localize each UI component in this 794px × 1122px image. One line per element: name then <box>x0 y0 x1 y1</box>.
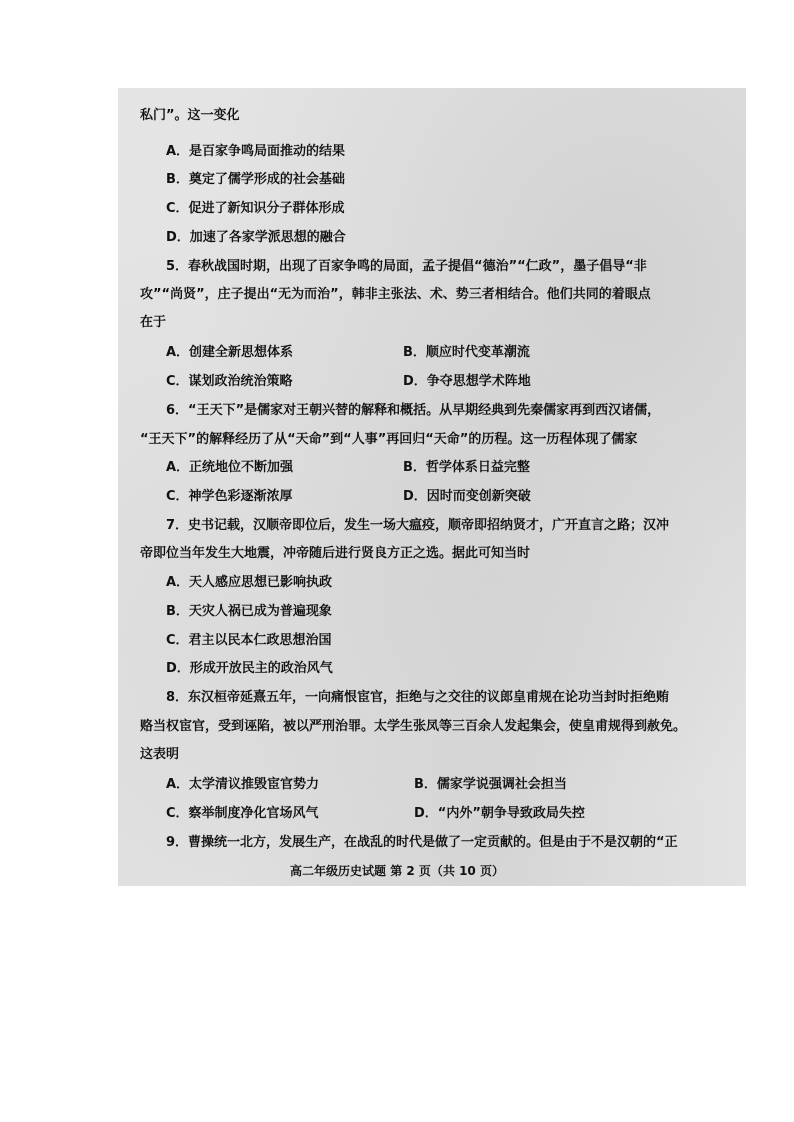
q7-option-c: C．君主以民本仁政思想治国 <box>166 633 332 648</box>
q5-option-c: C．谋划政治统治策略 <box>166 374 293 389</box>
question-9-line-1: 9．曹操统一北方，发展生产，在战乱的时代是做了一定贡献的。但是由于不是汉朝的“正 <box>166 835 678 850</box>
q5-option-a: A．创建全新思想体系 <box>166 345 294 360</box>
q5-option-d: D．争夺思想学术阵地 <box>403 374 531 389</box>
question-8-line-2: 赂当权宦官，受到诬陷，被以严刑治罪。太学生张凤等三百余人发起集会，使皇甫规得到赦免。 <box>140 719 687 734</box>
q7-option-b: B．天灾人祸已成为普遍现象 <box>166 604 332 619</box>
q8-option-d: D．“内外”朝争导致政局失控 <box>414 806 585 821</box>
question-8-line-3: 这表明 <box>140 747 180 762</box>
question-4-stem-end: 私门”。这一变化 <box>140 108 240 123</box>
q6-option-c: C．神学色彩逐渐浓厚 <box>166 489 293 504</box>
q5-option-b: B．顺应时代变革潮流 <box>403 345 530 360</box>
q6-option-d: D．因时而变创新突破 <box>403 489 531 504</box>
q8-option-c: C．察举制度净化官场风气 <box>166 806 319 821</box>
q4-option-d: D．加速了各家学派思想的融合 <box>166 230 346 245</box>
q4-option-b: B．奠定了儒学形成的社会基础 <box>166 172 345 187</box>
question-7-line-1: 7．史书记载，汉顺帝即位后，发生一场大瘟疫，顺帝即招纳贤才，广开直言之路；汉冲 <box>166 518 670 533</box>
q8-option-a: A．太学清议推毁宦官势力 <box>166 777 320 792</box>
question-6-line-1: 6．“王天下”是儒家对王朝兴替的解释和概括。从早期经典到先秦儒家再到西汉诸儒， <box>166 403 661 418</box>
q4-option-a: A．是百家争鸣局面推动的结果 <box>166 144 346 159</box>
q7-option-d: D．形成开放民主的政治风气 <box>166 661 333 676</box>
question-5-line-3: 在于 <box>140 315 167 330</box>
q7-option-a: A．天人感应思想已影响执政 <box>166 575 333 590</box>
q4-option-c: C．促进了新知识分子群体形成 <box>166 201 345 216</box>
question-5-line-2: 攻”“尚贤”，庄子提出“无为而治”，韩非主张法、术、势三者相结合。他们共同的着眼点 <box>140 287 651 302</box>
page-footer: 高二年级历史试题 第 2 页（共 10 页） <box>290 864 504 878</box>
q6-option-a: A．正统地位不断加强 <box>166 460 294 475</box>
question-7-line-2: 帝即位当年发生大地震，冲帝随后进行贤良方正之选。据此可知当时 <box>140 546 531 561</box>
q6-option-b: B．哲学体系日益完整 <box>403 460 530 475</box>
question-5-line-1: 5．春秋战国时期，出现了百家争鸣的局面，孟子提倡“德治”“仁政”，墨子倡导“非 <box>166 259 647 274</box>
question-8-line-1: 8．东汉桓帝延熹五年，一向痛恨宦官，拒绝与之交往的议郎皇甫规在论功当封时拒绝贿 <box>166 690 670 705</box>
question-6-line-2: “王天下”的解释经历了从“天命”到“人事”再回归“天命”的历程。这一历程体现了儒家 <box>140 432 638 447</box>
q8-option-b: B．儒家学说强调社会担当 <box>414 777 567 792</box>
